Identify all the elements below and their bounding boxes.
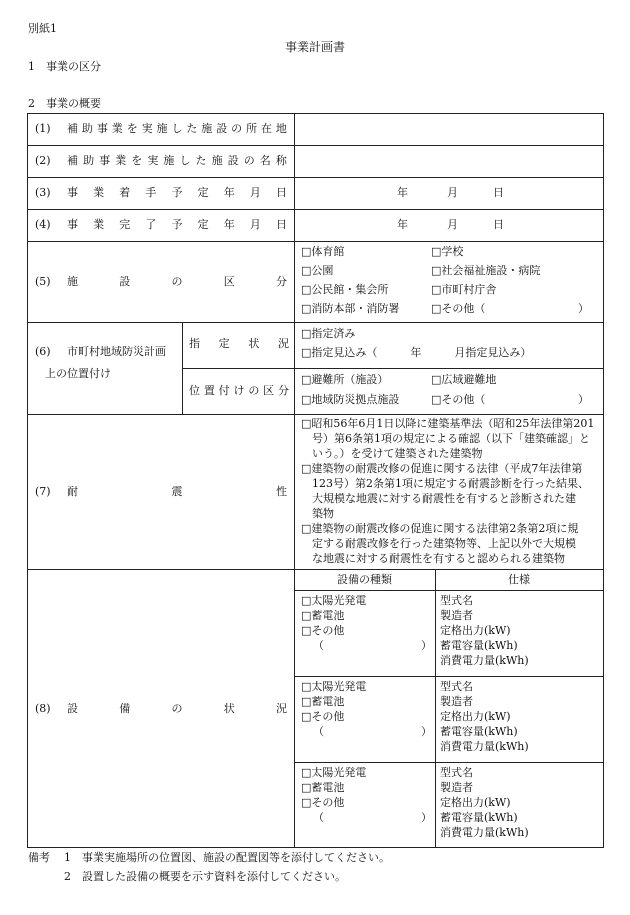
start-date-day[interactable]: 日 [493, 186, 504, 199]
label-char: 置 [203, 384, 215, 397]
label-char: 補 [67, 154, 78, 167]
label-char: 施 [163, 154, 175, 167]
option-park[interactable]: □公園 [301, 264, 334, 277]
equipment-other: □その他 [301, 624, 345, 637]
label-char: 年 [223, 186, 235, 199]
seismic-line: □昭和56年6月1日以降に建築基準法（昭和25年法律第201 [301, 417, 595, 430]
label-char: 事 [67, 186, 78, 199]
label-char: し [179, 154, 191, 167]
seismic-line: な地震に対する耐震性を有すると認められる建築物 [301, 552, 565, 565]
attachment-label: 別紙1 [28, 22, 57, 35]
equipment-battery: □蓄電池 [301, 695, 345, 708]
label-char: 設 [227, 154, 239, 167]
label-char: 日 [276, 218, 287, 231]
equipment-type-list[interactable] [301, 594, 432, 654]
seismic-line: 定する耐震改修を行った建築物等、上記以外で大規模 [301, 537, 576, 550]
seismic-line: 大規模な地震に対する耐震性を有すると診断された建 [301, 492, 576, 505]
option-fire-department[interactable]: □消防本部・消防署 [301, 302, 400, 315]
facility-name-field[interactable] [295, 146, 603, 177]
equipment-type-list[interactable] [301, 680, 432, 740]
label-char: 完 [119, 218, 131, 231]
end-date-day[interactable]: 日 [493, 218, 504, 231]
label-char: 施 [156, 122, 168, 135]
label-char: 助 [83, 154, 95, 167]
notes-prefix: 備考 [28, 851, 50, 864]
label-char: 予 [171, 186, 183, 199]
label-char: 事 [96, 122, 108, 135]
label-char: 了 [145, 218, 157, 231]
row-6-number: (6) [35, 345, 51, 358]
option-welfare-hospital[interactable]: □社会福祉施設・病院 [431, 264, 541, 277]
label-char: 状 [223, 702, 235, 715]
label-char: 年 [223, 218, 235, 231]
label-char: の [231, 122, 243, 135]
option-designated[interactable]: □指定済み [301, 327, 356, 340]
label-char: 分 [276, 275, 287, 288]
row-6-label-line1: 市町村地域防災計画 [67, 345, 166, 358]
label-char: 施 [201, 122, 213, 135]
row-8-number: (8) [35, 702, 51, 715]
end-date-month[interactable]: 月 [447, 218, 458, 231]
row-4-label [67, 218, 287, 232]
seismic-line: 123号）第2条第1項に規定する耐震診断を行った結果、 [301, 477, 589, 490]
equipment-battery: □蓄電池 [301, 609, 345, 622]
option-school[interactable]: □学校 [431, 245, 464, 258]
equipment-solar: □太陽光発電 [301, 766, 367, 779]
positioning-category-label [189, 384, 289, 398]
equipment-solar: □太陽光発電 [301, 594, 367, 607]
page-title: 事業計画書 [284, 40, 345, 54]
equipment-solar: □太陽光発電 [301, 680, 367, 693]
spec-rated-output: 定格出力(kW) [440, 796, 511, 809]
equipment-other: □その他 [301, 710, 345, 723]
seismic-line: 号）第6条第1項の規定による確認（以下「建築確認」と [301, 432, 590, 445]
spec-rated-output: 定格出力(kW) [440, 710, 511, 723]
equipment-other: □その他 [301, 796, 345, 809]
label-char: し [171, 122, 183, 135]
equipment-type-header: 設備の種類 [337, 573, 392, 586]
specification-header: 仕様 [508, 573, 530, 586]
option-municipal-office[interactable]: □市町村庁舎 [431, 283, 497, 296]
label-char: 付 [218, 384, 230, 397]
option-positioning-other[interactable]: □その他（ [431, 393, 486, 406]
spec-storage-capacity: 蓄電容量(kWh) [440, 811, 518, 824]
location-field[interactable] [295, 114, 603, 145]
row-4-number: (4) [35, 218, 51, 231]
option-wide-area-evacuation[interactable]: □広域避難地 [431, 373, 497, 386]
label-char: を [131, 154, 143, 167]
row-7-label [67, 485, 287, 499]
label-char: た [186, 122, 198, 135]
equipment-other-open-paren: （ [313, 811, 324, 824]
equipment-battery: □蓄電池 [301, 781, 345, 794]
label-char: の [248, 384, 260, 397]
label-char: け [233, 384, 245, 397]
option-shelter[interactable]: □避難所（施設） [301, 373, 389, 386]
label-char: 設 [67, 702, 78, 715]
spec-manufacturer: 製造者 [440, 781, 473, 794]
spec-storage-capacity: 蓄電容量(kWh) [440, 639, 518, 652]
spec-manufacturer: 製造者 [440, 609, 473, 622]
label-char: 予 [171, 218, 183, 231]
label-char: 施 [67, 275, 78, 288]
seismic-line: 築物 [301, 507, 334, 520]
row-1-label [67, 122, 287, 136]
spec-model-name: 型式名 [440, 594, 473, 607]
start-date-year[interactable]: 年 [397, 186, 408, 199]
equipment-other-open-paren: （ [313, 725, 324, 738]
row-3-label [67, 186, 287, 200]
label-char: 業 [111, 122, 123, 135]
spec-storage-capacity: 蓄電容量(kWh) [440, 725, 518, 738]
label-char: 事 [67, 218, 78, 231]
label-char: 地 [275, 122, 287, 135]
row-2-number: (2) [35, 154, 51, 167]
label-char: 事 [99, 154, 111, 167]
label-char: 状 [248, 337, 260, 350]
label-char: を [126, 122, 138, 135]
label-char: 月 [249, 186, 261, 199]
spec-rated-output: 定格出力(kW) [440, 624, 511, 637]
specification-list [440, 680, 529, 755]
label-char: 況 [277, 337, 289, 350]
row-5-label [67, 275, 287, 289]
note-2: 2 設置した設備の概要を示す資料を添付してください。 [64, 870, 346, 883]
end-date-year[interactable]: 年 [397, 218, 408, 231]
label-char: 分 [277, 384, 289, 397]
seismic-line: □建築物の耐震改修の促進に関する法律第2条第2項に規 [301, 522, 579, 535]
label-char: の [171, 702, 183, 715]
label-char: 耐 [67, 485, 78, 498]
spec-power-consumption: 消費電力量(kWh) [440, 740, 529, 753]
note-1: 1 事業実施場所の位置図、施設の配置図等を添付してください。 [64, 851, 390, 864]
label-char: 区 [223, 275, 235, 288]
label-char: 業 [115, 154, 127, 167]
label-char: 設 [216, 122, 228, 135]
label-char: 名 [259, 154, 271, 167]
seismic-options[interactable] [301, 417, 594, 567]
spec-power-consumption: 消費電力量(kWh) [440, 654, 529, 667]
label-char: 所 [246, 122, 258, 135]
option-designation-expected[interactable]: □指定見込み（ 年 月指定見込み） [301, 346, 532, 359]
row-2-label [67, 154, 287, 168]
label-char: 手 [145, 186, 157, 199]
label-char: 震 [171, 485, 183, 498]
label-char: 着 [119, 186, 131, 199]
label-char: 位 [189, 384, 200, 397]
label-char: 備 [119, 702, 131, 715]
option-other-close-paren: ） [578, 302, 589, 315]
equipment-other-close-paren: ） [421, 811, 432, 824]
row-6-label-line2: 上の位置付け [45, 367, 111, 380]
label-char: 区 [263, 384, 275, 397]
row-1-number: (1) [35, 122, 51, 135]
label-char: 称 [275, 154, 287, 167]
label-char: 実 [147, 154, 159, 167]
seismic-line: □建築物の耐震改修の促進に関する法律（平成7年法律第 [301, 462, 583, 475]
label-char: 月 [249, 218, 261, 231]
label-char: 定 [197, 186, 209, 199]
project-summary-table [27, 113, 604, 848]
specification-list [440, 594, 529, 669]
equipment-type-list[interactable] [301, 766, 432, 826]
label-char: 業 [93, 186, 105, 199]
option-positioning-other-close-paren: ） [578, 393, 589, 406]
section-2-heading: 2 事業の概要 [28, 97, 101, 110]
section-1-heading: 1 事業の区分 [28, 60, 101, 73]
equipment-other-close-paren: ） [421, 639, 432, 652]
start-date-month[interactable]: 月 [447, 186, 458, 199]
spec-model-name: 型式名 [440, 766, 473, 779]
option-disaster-base[interactable]: □地域防災拠点施設 [301, 393, 400, 406]
equipment-other-close-paren: ） [421, 725, 432, 738]
option-other[interactable]: □その他（ [431, 302, 486, 315]
row-7-number: (7) [35, 485, 51, 498]
option-community-center[interactable]: □公民館・集会所 [301, 283, 389, 296]
spec-model-name: 型式名 [440, 680, 473, 693]
label-char: 業 [93, 218, 105, 231]
label-char: 指 [189, 337, 200, 350]
row-8-label [67, 702, 287, 716]
label-char: の [171, 275, 183, 288]
designation-status-label [189, 337, 289, 351]
label-char: の [243, 154, 255, 167]
label-char: 況 [276, 702, 287, 715]
label-char: 性 [276, 485, 287, 498]
specification-list [440, 766, 529, 841]
row-5-number: (5) [35, 275, 51, 288]
label-char: 補 [67, 122, 78, 135]
label-char: た [195, 154, 207, 167]
spec-manufacturer: 製造者 [440, 695, 473, 708]
label-char: 設 [119, 275, 131, 288]
spec-power-consumption: 消費電力量(kWh) [440, 826, 529, 839]
label-char: 在 [260, 122, 272, 135]
label-char: 定 [218, 337, 230, 350]
label-char: 定 [197, 218, 209, 231]
option-gymnasium[interactable]: □体育館 [301, 245, 345, 258]
label-char: 実 [141, 122, 153, 135]
label-char: 施 [211, 154, 223, 167]
label-char: 日 [276, 186, 287, 199]
equipment-other-open-paren: （ [313, 639, 324, 652]
seismic-line: いう。）を受けて建築された建築物 [301, 447, 483, 460]
label-char: 助 [81, 122, 93, 135]
row-3-number: (3) [35, 186, 51, 199]
